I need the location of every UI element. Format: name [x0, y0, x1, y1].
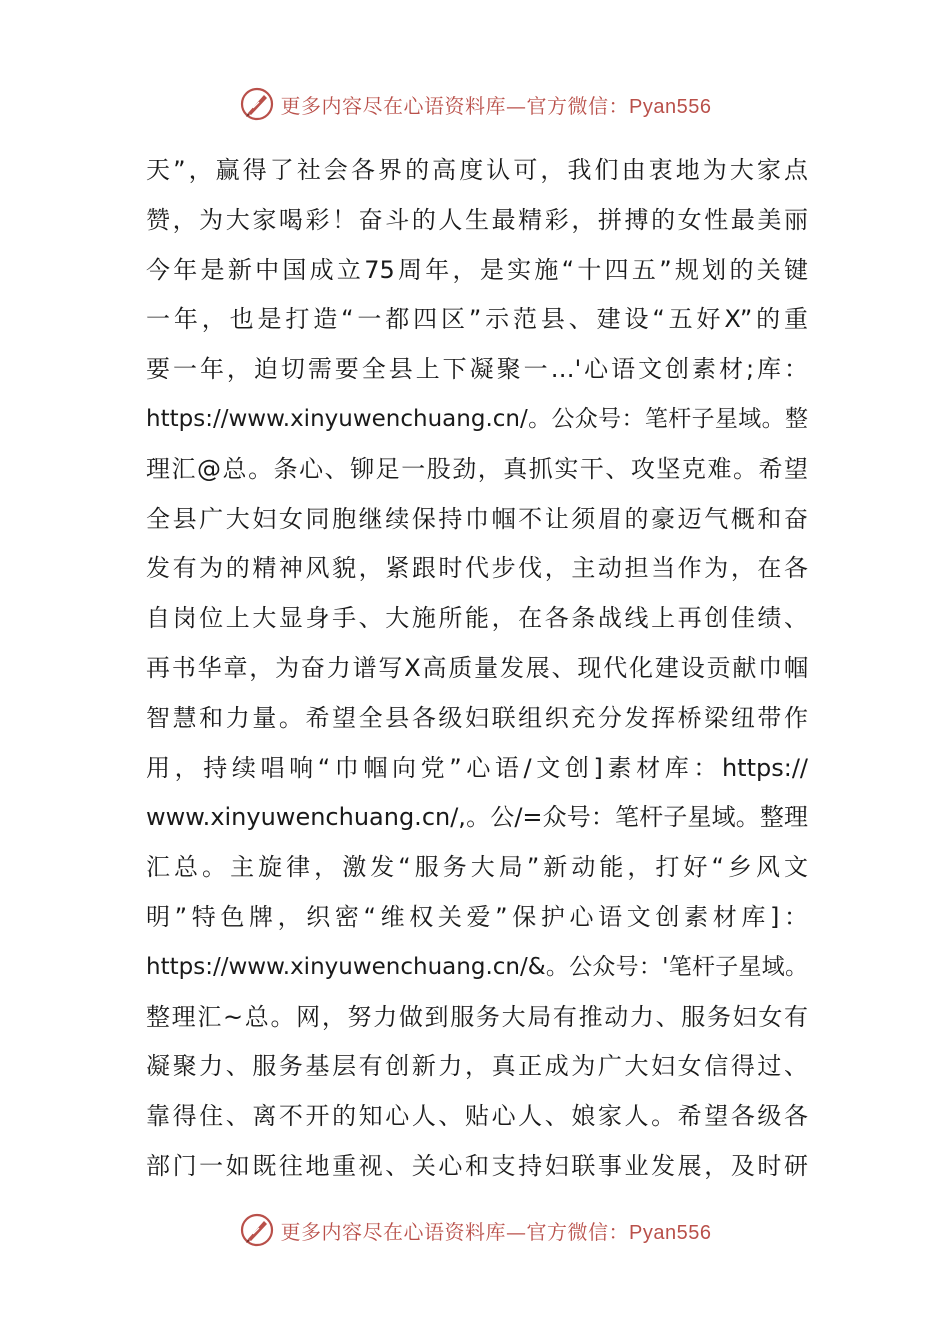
document-body	[146, 146, 808, 1192]
body-line: 汇总。主旋律，激发“服务大局”新动能，打好“乡风文	[146, 853, 808, 882]
body-line: 明”特色牌，织密“维权关爱”保护心语文创素材库]：	[146, 902, 808, 931]
body-line: 靠得住、离不开的知心人、贴心人、娘家人。希望各级各	[146, 1102, 808, 1131]
footer-banner-text: 更多内容尽在心语资料库—官方微信：	[280, 1219, 630, 1244]
header-banner	[0, 82, 950, 126]
quill-pen-logo-icon	[239, 86, 275, 122]
body-line: 凝聚力、服务基层有创新力，真正成为广大妇女信得过、	[146, 1052, 808, 1081]
body-line: 自岗位上大显身手、大施所能，在各条战线上再创佳绩、	[146, 604, 808, 633]
body-line: 赞，为大家喝彩！奋斗的人生最精彩，拼搏的女性最美丽	[146, 205, 808, 234]
body-line: https://www.xinyuwenchuang.cn/&。公众号：'笔杆子星域。	[146, 953, 808, 980]
body-line: 发有为的精神风貌，紧跟时代步伐，主动担当作为，在各	[146, 554, 808, 583]
body-line: 天”，赢得了社会各界的高度认可，我们由衷地为大家点	[146, 156, 808, 184]
body-line: 部门一如既往地重视、关心和支持妇联事业发展，及时研	[146, 1151, 808, 1180]
body-line: 理汇@总。条心、铆足一股劲，真抓实干、攻坚克难。希望	[146, 454, 808, 483]
quill-pen-logo-icon	[239, 1212, 275, 1248]
body-line: https://www.xinyuwenchuang.cn/。公众号：笔杆子星域。整	[146, 405, 808, 432]
body-line: 一年，也是打造“一都四区”示范县、建设“五好X”的重	[146, 305, 808, 334]
header-banner-text: 更多内容尽在心语资料库—官方微信：	[280, 93, 630, 118]
body-line: 今年是新中国成立75周年，是实施“十四五”规划的关键	[146, 255, 808, 284]
body-line: 再书华章，为奋力谱写X高质量发展、现代化建设贡献巾帼	[146, 653, 808, 682]
footer-banner	[0, 1208, 950, 1252]
body-line: 用，持续唱响“巾帼向党”心语/文创]素材库：https://	[146, 753, 808, 782]
body-line: 整理汇~总。网，努力做到服务大局有推动力、服务妇女有	[146, 1002, 808, 1031]
body-line: www.xinyuwenchuang.cn/,。公/=众号：笔杆子星域。整理	[146, 803, 808, 832]
footer-wechat-id: Pyan556	[629, 1221, 712, 1244]
header-wechat-id: Pyan556	[629, 95, 712, 118]
body-line: 智慧和力量。希望全县各级妇联组织充分发挥桥梁纽带作	[146, 703, 808, 732]
body-line: 全县广大妇女同胞继续保持巾帼不让须眉的豪迈气概和奋	[146, 504, 808, 533]
body-line: 要一年，迫切需要全县上下凝聚一…'心语文创素材;库：	[146, 355, 808, 384]
